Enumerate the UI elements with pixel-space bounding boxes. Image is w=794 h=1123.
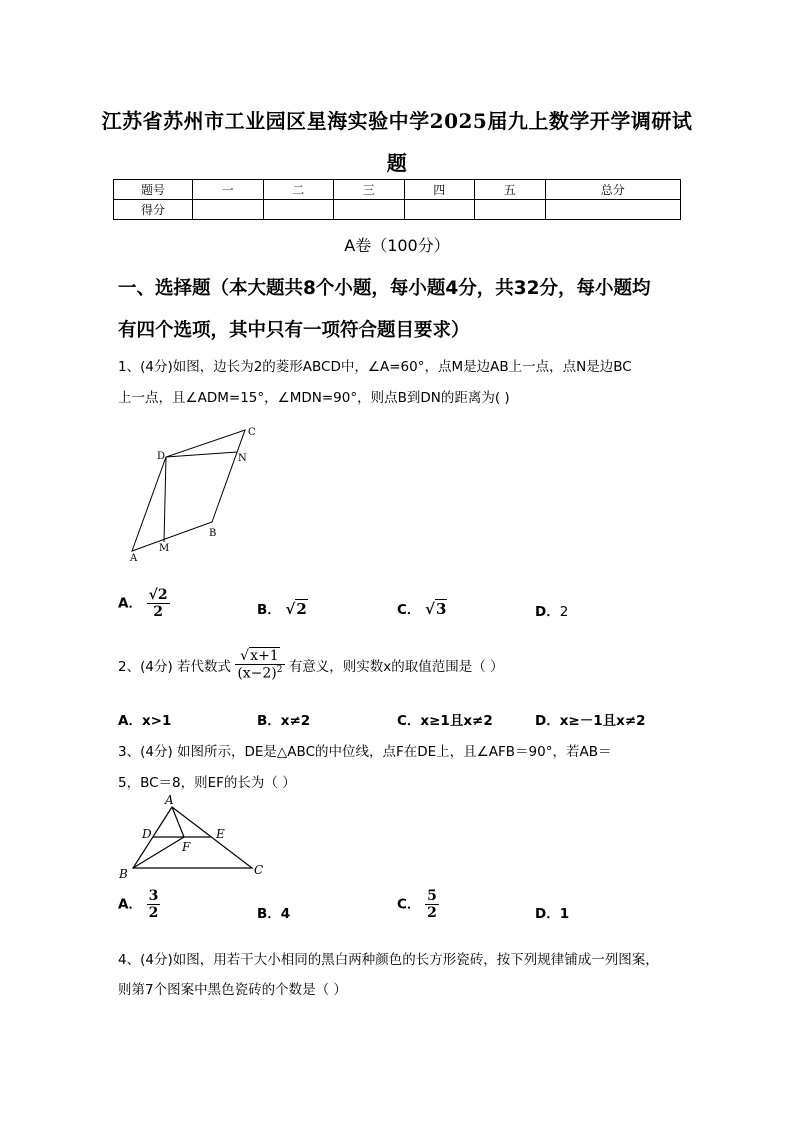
label-b: B <box>209 528 217 539</box>
q3-text-line2: 5，BC＝8，则EF的长为（ ） <box>118 775 296 791</box>
q2-option-c[interactable]: C．x≥1且x≠2 <box>397 713 493 729</box>
q3-option-c[interactable] <box>397 888 439 921</box>
segment-bf <box>133 837 184 868</box>
q4-text-line1: 4、(4分)如图，用若干大小相同的黑白两种颜色的长方形瓷砖，按下列规律铺成一列图案， <box>118 952 659 968</box>
fraction-numerator: 3 <box>148 888 159 904</box>
q2-expression-fraction <box>235 648 284 682</box>
score-table-header-row <box>114 180 681 200</box>
document-title-line1: 江苏省苏州市工业园区星海实验中学2025届九上数学开学调研试 <box>101 109 693 133</box>
fraction-numerator: √2 <box>148 587 168 603</box>
option-label: B． <box>257 602 281 618</box>
document-title-line2: 题 <box>386 151 408 175</box>
q4-text-line2: 则第7个图案中黑色瓷砖的个数是（ ） <box>118 982 347 998</box>
q1-option-c[interactable] <box>397 598 447 618</box>
score-input-cell[interactable] <box>404 200 475 220</box>
q2-suffix: 有意义，则实数x的取值范围是（ ） <box>288 658 504 675</box>
score-header-cell: 题号 <box>114 180 193 200</box>
option-label: C． <box>397 896 421 913</box>
fraction-denominator: 2 <box>153 604 163 620</box>
score-input-cell[interactable] <box>475 200 546 220</box>
label-e: E <box>216 827 225 841</box>
q2-text <box>118 648 683 682</box>
segment-dm <box>164 457 166 542</box>
score-header-cell: 四 <box>404 180 475 200</box>
q3-option-b[interactable]: B．4 <box>257 906 291 922</box>
label-b: B <box>119 867 128 881</box>
q1-option-b[interactable] <box>257 598 308 618</box>
option-label: D． <box>535 604 560 620</box>
label-a: A <box>165 793 174 807</box>
q1-option-a[interactable] <box>118 587 170 620</box>
score-table <box>113 179 681 220</box>
sqrt-expression: √3 <box>425 600 447 618</box>
q1-text-line1: 1、(4分)如图，边长为2的菱形ABCD中，∠A=60°，点M是边AB上一点，点N是边BC <box>118 359 632 375</box>
score-input-cell[interactable] <box>193 200 264 220</box>
fraction-numerator: 5 <box>427 888 437 904</box>
radicand: x+1 <box>250 648 279 664</box>
option-value: 2 <box>559 604 569 620</box>
q3-option-d[interactable]: D．1 <box>535 906 570 922</box>
score-input-cell[interactable] <box>263 200 334 220</box>
segment-dn <box>166 452 237 457</box>
radicand: 3 <box>435 600 447 618</box>
denominator-exponent: 2 <box>276 665 283 675</box>
q2-prefix: 2、(4分) 若代数式 <box>118 658 232 675</box>
label-d: D <box>142 827 152 841</box>
label-c: C <box>248 427 256 438</box>
score-header-cell: 一 <box>193 180 264 200</box>
fraction-5-over-2 <box>425 888 439 921</box>
fraction-3-over-2 <box>147 888 161 921</box>
score-header-cell: 三 <box>334 180 405 200</box>
label-c: C <box>254 863 264 877</box>
score-table-score-row <box>114 200 681 220</box>
q2-option-d[interactable]: D．x≥－1且x≠2 <box>535 713 646 729</box>
label-n: N <box>238 453 247 464</box>
score-input-cell[interactable] <box>545 200 681 220</box>
label-f: F <box>182 840 191 854</box>
paper-section-heading: A卷（100分） <box>344 236 450 255</box>
fraction-numerator: √x+1 <box>235 648 284 665</box>
section-heading-line1: 一、选择题（本大题共8个小题，每小题4分，共32分，每小题均 <box>118 278 651 299</box>
denominator-base: (x−2) <box>237 665 277 682</box>
q3-option-a[interactable] <box>118 888 160 921</box>
fraction-denominator: 2 <box>148 905 159 921</box>
fraction-denominator: 2 <box>427 905 437 921</box>
score-input-cell[interactable] <box>334 200 405 220</box>
label-a: A <box>130 553 138 562</box>
q1-text-line2: 上一点，且∠ADM=15°，∠MDN=90°，则点B到DN的距离为( ) <box>118 390 510 406</box>
sqrt-expression: √2 <box>285 600 307 618</box>
fraction-denominator <box>235 665 284 682</box>
q3-text-line1: 3、(4分) 如图所示，DE是△ABC的中位线，点F在DE上，且∠AFB＝90°，若AB＝ <box>118 744 612 760</box>
score-row-label: 得分 <box>114 200 193 220</box>
label-m: M <box>159 543 170 554</box>
option-label: A． <box>118 896 142 913</box>
fraction-sqrt2-over-2 <box>147 587 170 620</box>
q1-option-d[interactable] <box>535 600 568 620</box>
label-d: D <box>157 451 166 462</box>
option-label: C． <box>397 602 421 618</box>
score-header-cell: 五 <box>475 180 546 200</box>
q2-option-b[interactable]: B．x≠2 <box>257 713 311 729</box>
score-header-cell: 二 <box>263 180 334 200</box>
q3-triangle-figure <box>116 792 276 882</box>
score-header-cell: 总分 <box>545 180 681 200</box>
q2-option-a[interactable]: A．x>1 <box>118 713 172 729</box>
section-heading-line2: 有四个选项，其中只有一项符合题目要求） <box>118 320 470 341</box>
option-label: A． <box>118 595 142 612</box>
radicand: 2 <box>296 600 307 618</box>
rhombus-abcd <box>132 430 245 551</box>
q1-rhombus-figure <box>118 420 268 562</box>
